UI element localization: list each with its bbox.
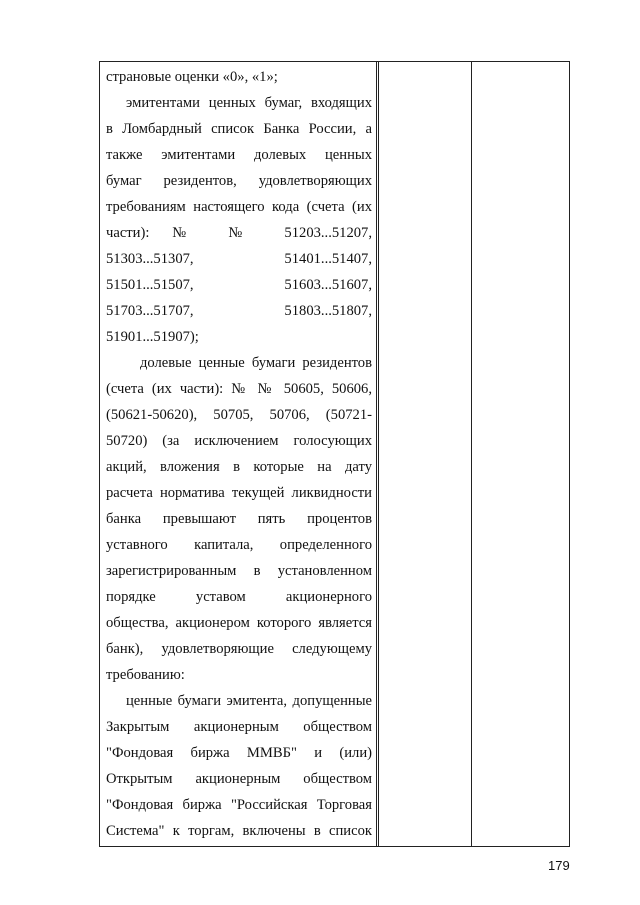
- text-line: 50720) (за исключением голосующих: [106, 433, 372, 449]
- text-line: ценные бумаги эмитента, допущенные: [126, 693, 372, 709]
- text-line: 51901...51907);: [106, 329, 199, 345]
- text-line: страновые оценки «0», «1»;: [106, 69, 278, 85]
- text-line: бумаг резидентов, удовлетворяющих: [106, 173, 372, 189]
- text-line: акций, вложения в которые на дату: [106, 459, 372, 475]
- text-line: долевые ценные бумаги резидентов: [140, 355, 372, 371]
- text-line: "Фондовая биржа ММВБ" и (или): [106, 745, 372, 761]
- text-line: требованиям настоящего кода (счета (их: [106, 199, 372, 215]
- text-line: расчета норматива текущей ликвидности: [106, 485, 372, 501]
- text-line: (50621-50620), 50705, 50706, (50721-: [106, 407, 372, 423]
- text-line: Закрытым акционерным обществом: [106, 719, 372, 735]
- text-line: (счета (их части): № № 50605, 50606,: [106, 381, 372, 397]
- text-line: Система" к торгам, включены в список: [106, 823, 372, 839]
- text-line: "Фондовая биржа "Российская Торговая: [106, 797, 372, 813]
- text-line: банка превышают пять процентов: [106, 511, 372, 527]
- text-line: также эмитентами долевых ценных: [106, 147, 372, 163]
- text-line: общества, акционером которого является: [106, 615, 372, 631]
- text-line: 51501...51507, 51603...51607,: [106, 277, 372, 293]
- text-line: части): № № 51203...51207,: [106, 225, 372, 241]
- text-line: порядке уставом акционерного: [106, 589, 372, 605]
- text-line: требованию:: [106, 667, 185, 683]
- text-line: 51303...51307, 51401...51407,: [106, 251, 372, 267]
- column-divider: [378, 62, 379, 846]
- first-column-text: [106, 64, 372, 844]
- text-line: эмитентами ценных бумаг, входящих: [126, 95, 372, 111]
- column-divider: [471, 62, 472, 846]
- text-line: уставного капитала, определенного: [106, 537, 372, 553]
- column-divider: [376, 62, 377, 846]
- text-line: зарегистрированным в установленном: [106, 563, 372, 579]
- text-line: банк), удовлетворяющие следующему: [106, 641, 372, 657]
- document-table: [99, 61, 570, 847]
- text-line: 51703...51707, 51803...51807,: [106, 303, 372, 319]
- text-line: в Ломбардный список Банка России, а: [106, 121, 372, 137]
- text-line: Открытым акционерным обществом: [106, 771, 372, 787]
- page-number: 179: [548, 858, 570, 873]
